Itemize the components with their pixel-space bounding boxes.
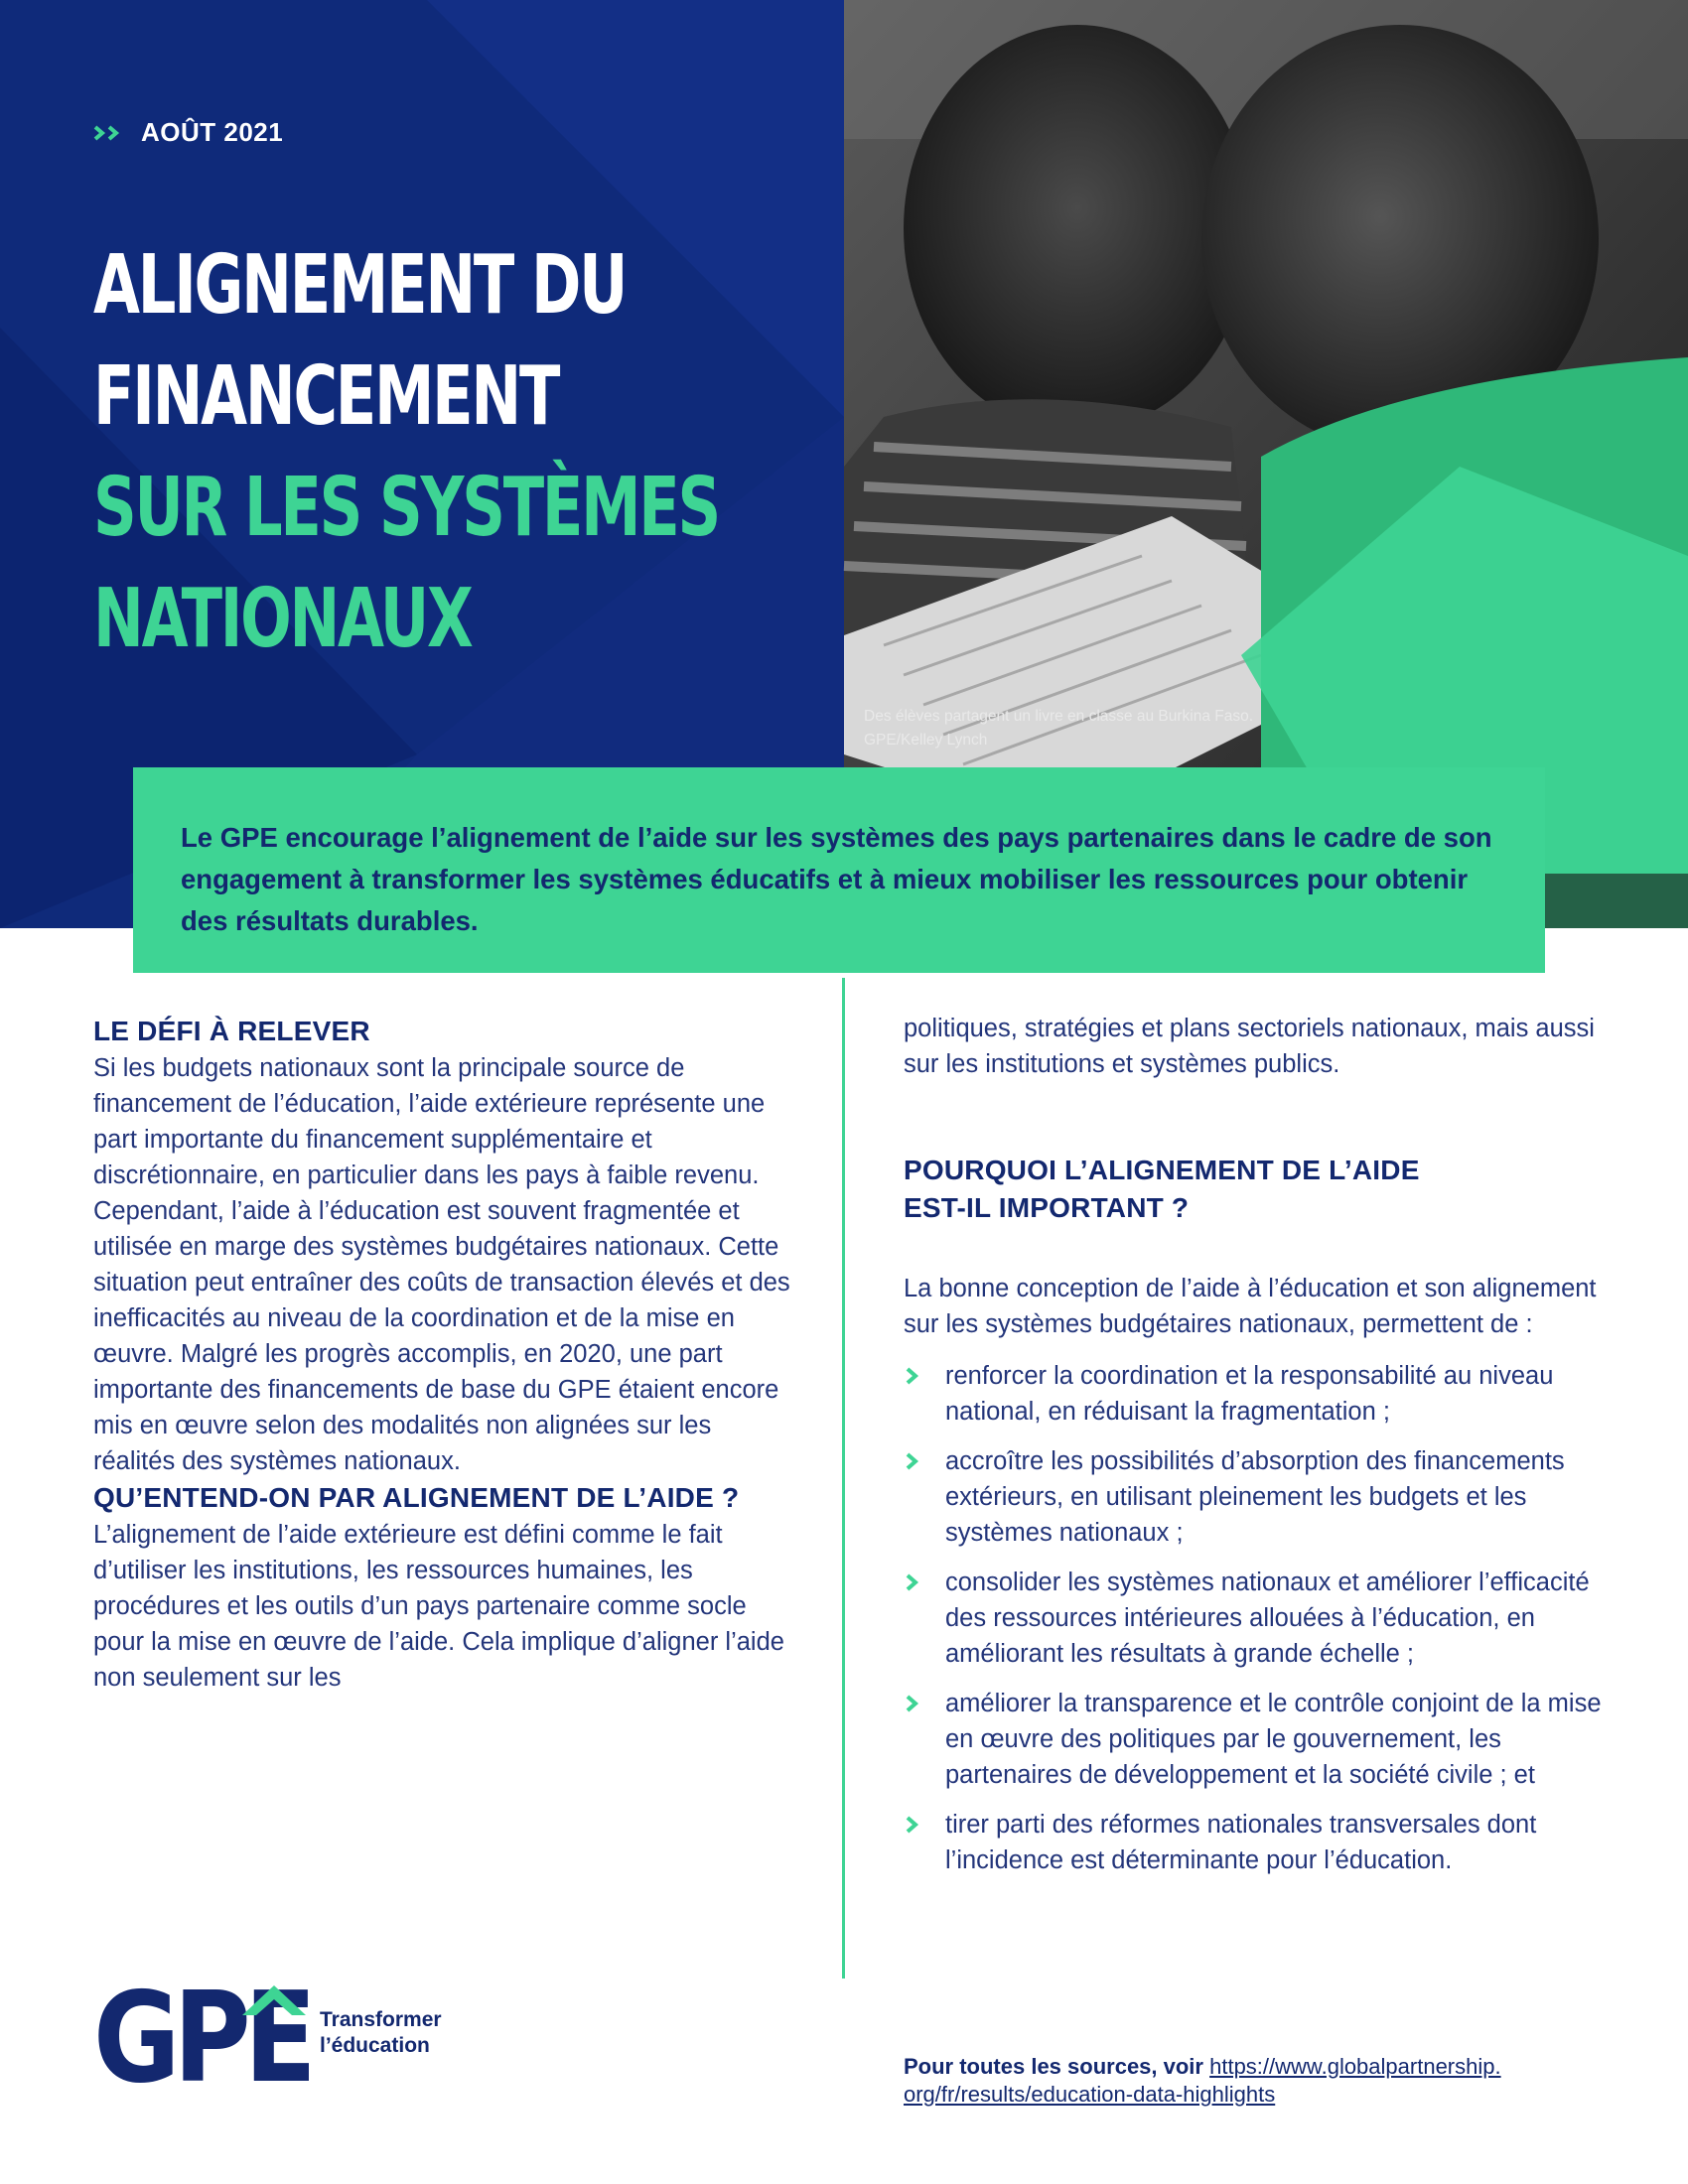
- photo-caption: [864, 705, 1360, 752]
- intro-callout: [133, 767, 1545, 973]
- gpe-logo-mark: [93, 1965, 312, 2111]
- list-item-text: consolider les systèmes nationaux et améliorer l’efficacité des ressources intérieures allouées à l’éducation, en améliorant les résultats à grande échelle ;: [945, 1569, 1590, 1668]
- section-heading-importance: [904, 1152, 1609, 1227]
- chevron-right-icon: [904, 1451, 921, 1471]
- double-chevron-icon: [93, 124, 131, 142]
- list-item: [904, 1443, 1609, 1551]
- column-divider: [842, 978, 845, 1979]
- title-line: FINANCEMENT: [93, 349, 559, 444]
- section-body-definition: L’alignement de l’aide extérieure est défini comme le fait d’utiliser les institutions, les ressources humaines, les procédures et les outils d’un pays partenaire comme socle pour la mise en œuvre de l’aide. Cela implique d’aligner l’aide non seulement sur les: [93, 1521, 784, 1692]
- logo-tagline: [320, 2007, 442, 2059]
- title-line: ALIGNEMENT DU: [93, 238, 627, 333]
- sources-note: [904, 2053, 1599, 2109]
- benefits-list: [904, 1358, 1609, 1878]
- logo-text: GPE: [93, 1965, 310, 2111]
- list-item: [904, 1565, 1609, 1672]
- section-body-importance: La bonne conception de l’aide à l’éducation et son alignement sur les systèmes budgétaires nationaux, permettent de :: [904, 1275, 1597, 1338]
- section-heading-challenge: LE DÉFI À RELEVER: [93, 1016, 370, 1046]
- sources-label: Pour toutes les sources, voir: [904, 2054, 1203, 2079]
- list-item: [904, 1686, 1609, 1793]
- link-line[interactable]: https://www.globalpartnership.: [1209, 2054, 1501, 2079]
- list-item-text: améliorer la transparence et le contrôle conjoint de la mise en œuvre des politiques par le gouvernement, les partenaires de développement et la société civile ; et: [945, 1690, 1602, 1789]
- heading-line: POURQUOI L’ALIGNEMENT DE L’AIDE: [904, 1155, 1420, 1185]
- tagline-line: l’éducation: [320, 2034, 430, 2057]
- page-title: [93, 230, 719, 675]
- chevron-right-icon: [904, 1694, 921, 1713]
- link-line[interactable]: org/fr/results/education-data-highlights: [904, 2082, 1276, 2107]
- list-item: [904, 1807, 1609, 1878]
- right-column: [904, 1011, 1609, 1892]
- continuation-text: politiques, stratégies et plans sectoriels nationaux, mais aussi sur les institutions et systèmes publics.: [904, 1015, 1595, 1078]
- heading-line: EST-IL IMPORTANT ?: [904, 1192, 1190, 1223]
- title-line-accent: SUR LES SYSTÈMES: [93, 461, 719, 555]
- tagline-line: Transformer: [320, 2008, 442, 2031]
- chevron-right-icon: [904, 1366, 921, 1386]
- chevron-right-icon: [904, 1815, 921, 1835]
- publication-date: AOÛT 2021: [141, 117, 284, 147]
- list-item-text: renforcer la coordination et la responsabilité au niveau national, en réduisant la fragmentation ;: [945, 1362, 1554, 1426]
- caption-line: Des élèves partagent un livre en classe au Burkina Faso.: [864, 708, 1254, 725]
- section-heading-definition: QU’ENTEND-ON PAR ALIGNEMENT DE L’AIDE ?: [93, 1482, 740, 1513]
- list-item-text: tirer parti des réformes nationales transversales dont l’incidence est déterminante pour l’éducation.: [945, 1811, 1537, 1874]
- title-line-accent: NATIONAUX: [93, 572, 472, 666]
- section-body-challenge: Si les budgets nationaux sont la principale source de financement de l’éducation, l’aide extérieure représente une part importante du financement supplémentaire et discrétionnaire, en particulier dans les pays à faible revenu. Cependant, l’aide à l’éducation est souvent fragmentée et utilisée en marge des systèmes budgétaires nationaux. Cette situation peut entraîner des coûts de transaction élevés et des inefficacités au niveau de la coordination et de la mise en œuvre. Malgré les progrès accomplis, en 2020, une part importante des financements de base du GPE étaient encore mis en œuvre selon des modalités non alignées sur les réalités des systèmes nationaux.: [93, 1054, 790, 1475]
- list-item: [904, 1358, 1609, 1430]
- intro-text: Le GPE encourage l’alignement de l’aide sur les systèmes des pays partenaires dans le cadre de son engagement à transformer les systèmes éducatifs et à mieux mobiliser les ressources pour obtenir des résultats durables.: [181, 822, 1492, 936]
- left-column: [93, 1013, 798, 1696]
- list-item-text: accroître les possibilités d’absorption des financements extérieurs, en utilisant pleinement les budgets et les systèmes nationaux ;: [945, 1447, 1565, 1547]
- chevron-right-icon: [904, 1572, 921, 1592]
- photo-credit: GPE/Kelley Lynch: [864, 732, 988, 749]
- gpe-logo: [93, 1965, 312, 2111]
- date-line: [93, 117, 283, 148]
